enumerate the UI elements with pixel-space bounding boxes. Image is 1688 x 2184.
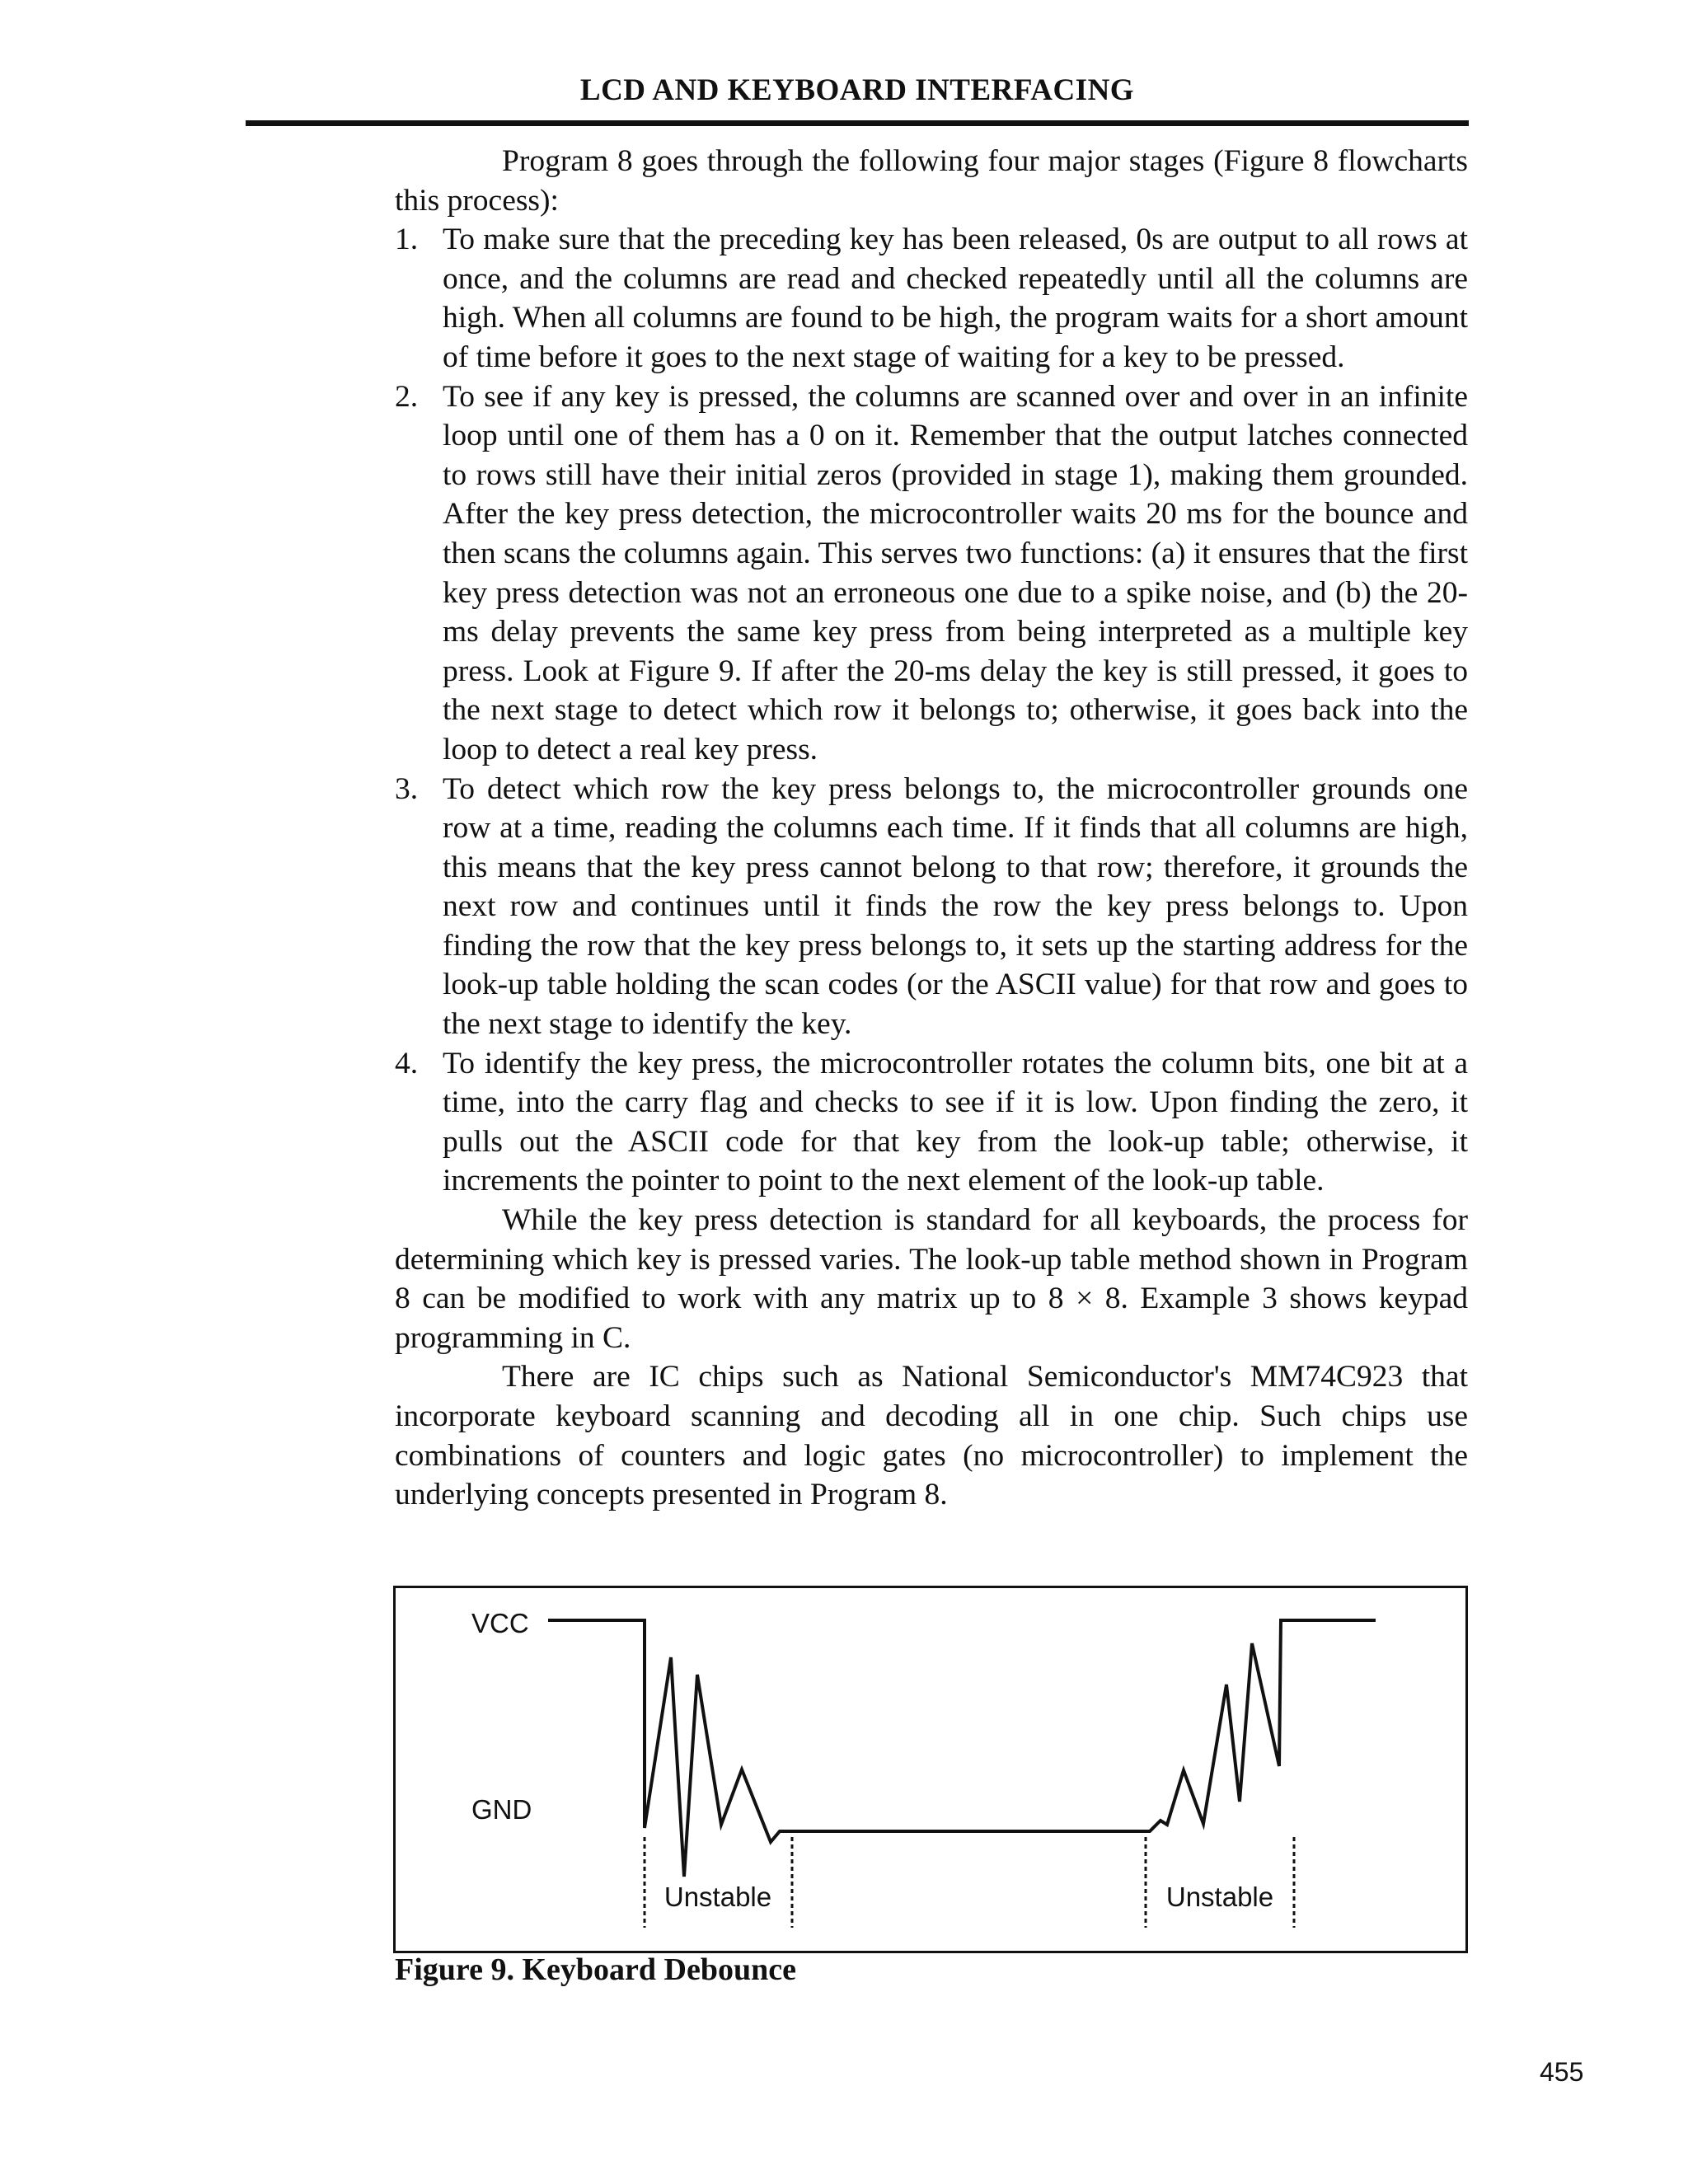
stage-text: To identify the key press, the microcontroller rotates the column bits, one bit at a time, into the carry flag and checks to see if it is low. Upon finding the zero, it pulls out the ASCII code for that key from the look-up table; otherwise, it increments the pointer to point to the next element of the look-up table. xyxy=(443,1046,1468,1198)
key-signal-waveform xyxy=(548,1620,1376,1877)
running-header: LCD AND KEYBOARD INTERFACING xyxy=(579,73,1135,107)
debounce-waveform-diagram xyxy=(396,1588,1465,1951)
stage-text: To make sure that the preceding key has been released, 0s are output to all rows at once, and the columns are read and checked repeatedly until all the columns are high. When all columns are found to be high, the program waits for a short amount of time before it goes to the next stage of waiting for a key to be pressed. xyxy=(443,223,1468,374)
stage-number: 2. xyxy=(395,379,419,414)
gnd-label: GND xyxy=(471,1794,532,1825)
debounce-figure xyxy=(393,1586,1468,1953)
stage-item xyxy=(395,377,1468,770)
stage-item xyxy=(395,770,1468,1044)
stages-list xyxy=(395,220,1468,1201)
unstable-label-1: Unstable xyxy=(663,1882,772,1912)
body-text xyxy=(395,142,1468,1515)
stage-number: 3. xyxy=(395,771,419,806)
unstable-label-2: Unstable xyxy=(1165,1882,1274,1912)
vcc-label: VCC xyxy=(471,1608,529,1638)
page-number: 455 xyxy=(1540,2057,1584,2087)
stage-text: To detect which row the key press belongs to, the microcontroller grounds one row at a time, reading the columns each time. If it finds that all columns are high, this means that the key press cannot belong to that row; therefore, it grounds the next row and continues until it finds the row the key press belongs to. Upon finding the row that the key press belongs to, it sets up the starting address for the look-up table holding the scan codes (or the ASCII value) for that row and goes to the next stage to identify the key. xyxy=(443,771,1468,1042)
stage-item xyxy=(395,1044,1468,1201)
paragraph-ic-chips: There are IC chips such as National Semiconductor's MM74C923 that incorporate keyboard scanning and decoding all in one chip. Such chips use combinations of counters and logic gates (no microcontroller) to implement the underlying concepts presented in Program 8. xyxy=(395,1360,1468,1512)
figure-caption: Figure 9. Keyboard Debounce xyxy=(395,1952,796,1987)
stage-item xyxy=(395,220,1468,377)
stage-number: 1. xyxy=(395,223,419,257)
intro-paragraph: Program 8 goes through the following four major stages (Figure 8 flowcharts this process): xyxy=(395,144,1468,218)
paragraph-lookup-table: While the key press detection is standard for all keyboards, the process for determining which key is pressed varies. The look-up table method shown in Program 8 can be modified to work with any matrix up to 8 × 8. Example 3 shows keypad programming in C. xyxy=(395,1203,1468,1355)
stage-number: 4. xyxy=(395,1046,419,1080)
stage-text: To see if any key is pressed, the columns are scanned over and over in an infinite loop until one of them has a 0 on it. Remember that the output latches connected to rows still have their initial zeros (provided in stage 1), making them grounded. After the key press detection, the microcontroller waits 20 ms for the bounce and then scans the columns again. This serves two functions: (a) it ensures that the first key press detection was not an erroneous one due to a spike noise, and (b) the 20-ms delay prevents the same key press from being interpreted as a multiple key press. Look at Figure 9. If after the 20-ms delay the key is still pressed, it goes to the next stage to detect which row it belongs to; otherwise, it goes back into the loop to detect a real key press. xyxy=(443,379,1468,766)
header-rule xyxy=(246,120,1469,126)
